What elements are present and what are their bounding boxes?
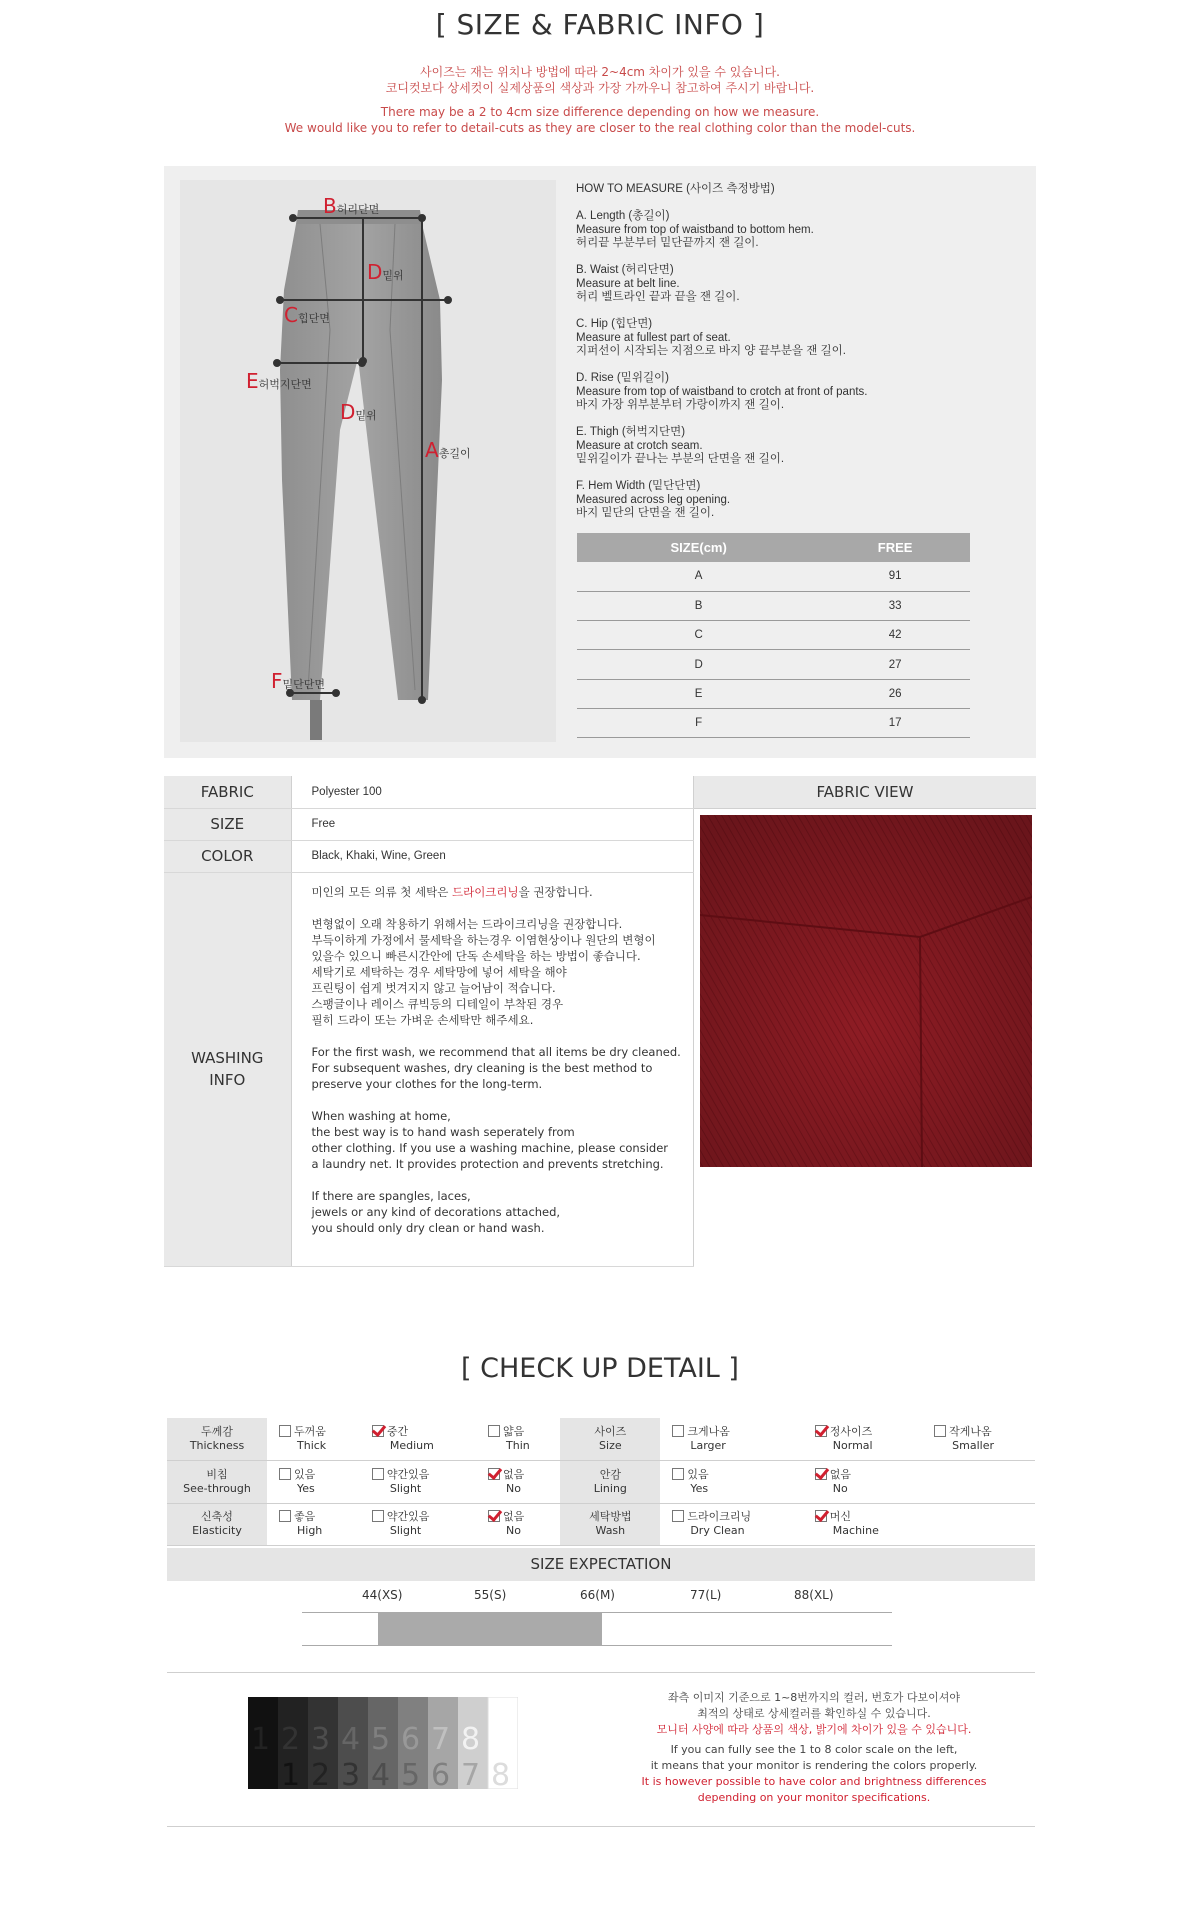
- washing-label: [164, 872, 291, 1266]
- option-ko: 약간있음: [386, 1467, 430, 1481]
- size-label: 44(XS): [362, 1588, 403, 1602]
- item-head: C. Hip (힙단면): [576, 318, 653, 330]
- item-en: Measure at belt line.: [576, 277, 680, 290]
- option-en: Slight: [389, 1524, 422, 1538]
- option-slight[interactable]: [360, 1461, 476, 1504]
- checkup-category: [560, 1461, 660, 1504]
- svg-text:3: 3: [311, 1722, 331, 1757]
- fabric-value: Polyester 100: [291, 776, 694, 808]
- checkup-category: [560, 1418, 660, 1461]
- option-en: Dry Clean: [690, 1524, 745, 1538]
- table-row: [164, 840, 694, 872]
- fabric-view-header: FABRIC VIEW: [694, 776, 1036, 809]
- size-key: D: [577, 650, 820, 679]
- table-row: [164, 776, 694, 808]
- checkup-row: [167, 1418, 1035, 1461]
- size-label: 88(XL): [794, 1588, 834, 1602]
- label-letter: B: [323, 194, 337, 218]
- size-range-bar: [378, 1612, 602, 1645]
- item-en: Measure from top of waistband to crotch at front of pants.: [576, 385, 868, 398]
- size-key: E: [577, 679, 820, 708]
- wash-en-line: For the first wash, we recommend that all items be dry cleaned.: [311, 1044, 681, 1059]
- checkup-category: [167, 1418, 267, 1461]
- category-ko: 비침: [206, 1467, 228, 1481]
- svg-text:5: 5: [401, 1758, 421, 1789]
- label-e: [246, 369, 312, 393]
- label-a: [425, 438, 471, 462]
- category-en: Elasticity: [192, 1524, 242, 1538]
- svg-text:7: 7: [461, 1758, 481, 1789]
- checkbox-unchecked[interactable]: [488, 1425, 500, 1437]
- option-high[interactable]: [267, 1503, 360, 1546]
- label-letter: D: [340, 400, 356, 424]
- fabric-label: FABRIC: [164, 776, 291, 808]
- option-en: Yes: [297, 1481, 315, 1495]
- wash-en-line: jewels or any kind of decorations attached,: [311, 1204, 561, 1219]
- label-letter: A: [425, 438, 439, 462]
- checkup-table: [167, 1418, 1035, 1546]
- svg-text:1: 1: [251, 1722, 271, 1757]
- option-ko: 크게나옴: [687, 1425, 730, 1438]
- option-no[interactable]: [476, 1503, 560, 1546]
- label-text: 힙단면: [297, 312, 330, 325]
- svg-text:5: 5: [371, 1722, 391, 1757]
- wash-en-line: When washing at home,: [311, 1108, 451, 1123]
- option-en: No: [506, 1481, 521, 1495]
- option-en: No: [506, 1524, 521, 1538]
- option-thin[interactable]: [476, 1418, 560, 1461]
- wash-en-line: the best way is to hand wash seperately from: [311, 1124, 575, 1139]
- table-row: [577, 679, 970, 708]
- checkbox-checked[interactable]: [488, 1468, 500, 1480]
- table-row: [577, 708, 970, 737]
- svg-text:2: 2: [311, 1758, 331, 1789]
- size-key: A: [577, 562, 820, 591]
- checkbox-checked[interactable]: [815, 1425, 827, 1437]
- wash-ko-line: 스팽글이나 레이스 큐빅등의 디테일이 부착된 경우: [311, 996, 564, 1011]
- option-thick[interactable]: [267, 1418, 360, 1461]
- checkbox-unchecked[interactable]: [372, 1510, 384, 1522]
- item-head: A. Length (총길이): [576, 210, 670, 222]
- wash-en-line: you should only dry clean or hand wash.: [311, 1220, 545, 1235]
- item-en: Measure from top of waistband to bottom hem.: [576, 223, 814, 236]
- table-row: [577, 591, 970, 620]
- label-letter: D: [367, 260, 383, 284]
- wash-en-line: a laundry net. It provides protection and prevents stretching.: [311, 1156, 664, 1171]
- page-title: [ SIZE & FABRIC INFO ]: [435, 8, 765, 41]
- size-header: FREE: [820, 533, 970, 562]
- option-yes[interactable]: [267, 1461, 360, 1504]
- divider: [167, 1672, 1035, 1673]
- wash-en-line: If there are spangles, laces,: [311, 1188, 471, 1203]
- wash-intro: [312, 884, 694, 900]
- item-head: F. Hem Width (밑단단면): [576, 480, 701, 492]
- size-value: Free: [291, 808, 694, 840]
- svg-text:6: 6: [431, 1758, 451, 1789]
- table-row: [577, 562, 970, 591]
- note-line-red: depending on your monitor specifications.: [697, 1791, 931, 1804]
- option-ko: 드라이크리닝: [687, 1510, 752, 1524]
- option-ko: 작게나옴: [949, 1425, 992, 1438]
- size-value: 91: [820, 562, 970, 591]
- option-ko: 두꺼움: [294, 1425, 326, 1438]
- fabric-swatch: [700, 815, 1032, 1167]
- category-en: Thickness: [189, 1439, 245, 1452]
- size-header: SIZE(cm): [577, 533, 820, 562]
- label-letter: C: [284, 303, 298, 327]
- checkup-title: [ CHECK UP DETAIL ]: [461, 1353, 739, 1384]
- option-lining-no[interactable]: [803, 1461, 922, 1504]
- size-label: SIZE: [164, 808, 291, 840]
- color-scale-note: [596, 1690, 1032, 1806]
- item-en: Measured across leg opening.: [576, 493, 731, 506]
- how-to-item: [576, 318, 976, 359]
- checkbox-unchecked[interactable]: [672, 1510, 684, 1522]
- notice-en-line: We would like you to refer to detail-cuts as they are closer to the real clothing color than the model-cuts.: [284, 121, 916, 135]
- option-en: No: [832, 1481, 848, 1495]
- note-line: 좌측 이미지 기준으로 1~8번까지의 컬러, 번호가 다보이셔야: [667, 1691, 961, 1704]
- category-en: Lining: [593, 1481, 627, 1495]
- how-to-measure: [576, 183, 976, 534]
- divider: [167, 1826, 1035, 1827]
- option-en: Medium: [389, 1439, 434, 1452]
- svg-text:4: 4: [371, 1758, 391, 1789]
- size-key: F: [577, 708, 820, 737]
- option-slight[interactable]: [360, 1503, 476, 1546]
- empty-cell: [922, 1503, 1035, 1546]
- size-value: 33: [820, 591, 970, 620]
- label-text: 밑위: [355, 409, 377, 422]
- checkbox-unchecked[interactable]: [672, 1425, 684, 1437]
- svg-text:7: 7: [431, 1722, 451, 1757]
- checkbox-unchecked[interactable]: [672, 1468, 684, 1480]
- washing-text: [291, 872, 694, 1266]
- how-to-item: [576, 210, 976, 251]
- svg-text:8: 8: [491, 1758, 511, 1789]
- size-expectation-header: SIZE EXPECTATION: [167, 1548, 1035, 1581]
- size-label: 66(M): [580, 1588, 615, 1602]
- label-text: 밑단단면: [282, 678, 326, 691]
- label-text: 허벅지단면: [258, 378, 312, 391]
- category-en: Wash: [595, 1524, 626, 1538]
- category-ko: 사이즈: [594, 1425, 627, 1438]
- note-line: 최적의 상태로 상세컬러를 확인하실 수 있습니다.: [697, 1707, 931, 1720]
- category-en: Size: [599, 1439, 622, 1452]
- option-en: Machine: [832, 1524, 879, 1538]
- label-d-lower: [340, 400, 377, 424]
- checkup-row: [167, 1503, 1035, 1546]
- option-en: Thick: [297, 1439, 327, 1452]
- option-dry-clean[interactable]: [660, 1503, 802, 1546]
- option-normal[interactable]: [803, 1418, 922, 1461]
- option-en: Yes: [690, 1481, 709, 1495]
- notice-english: [0, 104, 1200, 136]
- item-head: D. Rise (밑위길이): [576, 372, 669, 384]
- checkbox-unchecked[interactable]: [279, 1468, 291, 1480]
- notice-korean: [0, 64, 1200, 96]
- wash-ko-line: 필히 드라이 또는 가벼운 손세탁만 해주세요.: [311, 1012, 534, 1027]
- option-en: Smaller: [952, 1439, 995, 1452]
- category-ko: 세탁방법: [589, 1510, 632, 1524]
- item-head: B. Waist (허리단면): [576, 264, 674, 276]
- wash-en-line: preserve your clothes for the long-term.: [311, 1076, 543, 1091]
- grayscale-calibration: [248, 1697, 518, 1789]
- wash-en-line: other clothing. If you use a washing machine, please consider: [311, 1140, 669, 1155]
- option-medium[interactable]: [360, 1418, 476, 1461]
- note-line-red: 모니터 사양에 따라 상품의 색상, 밝기에 차이가 있을 수 있습니다.: [656, 1723, 972, 1736]
- wash-ko-line: 세탁기로 세탁하는 경우 세탁망에 넣어 세탁을 해야: [311, 964, 567, 979]
- wash-ko-line: 프린팅이 쉽게 벗겨지지 않고 늘어남이 적습니다.: [311, 980, 556, 995]
- size-key: B: [577, 591, 820, 620]
- checkbox-checked[interactable]: [488, 1510, 500, 1522]
- option-ko: 없음: [503, 1510, 525, 1524]
- checkup-category: [560, 1503, 660, 1546]
- option-en: Thin: [506, 1439, 530, 1452]
- item-ko: 허리 벨트라인 끝과 끝을 잰 길이.: [576, 291, 740, 303]
- label-f: [271, 669, 325, 693]
- wash-intro-text: 을 권장합니다.: [518, 884, 593, 899]
- category-ko: 두께감: [201, 1425, 233, 1438]
- option-ko: 중간: [386, 1425, 409, 1438]
- label-letter: E: [246, 369, 259, 393]
- option-en: Larger: [690, 1439, 726, 1452]
- option-ko: 정사이즈: [829, 1425, 873, 1438]
- wash-intro-highlight: 드라이크리닝: [451, 884, 519, 899]
- checkup-row: [167, 1461, 1035, 1504]
- svg-text:3: 3: [341, 1758, 361, 1789]
- option-ko: 얇음: [503, 1425, 525, 1438]
- svg-text:2: 2: [281, 1722, 301, 1757]
- option-ko: 없음: [829, 1467, 852, 1481]
- wash-ko-line: 변형없이 오래 착용하기 위해서는 드라이크리닝을 권장합니다.: [311, 916, 623, 931]
- option-ko: 머신: [829, 1510, 852, 1524]
- size-value: 17: [820, 708, 970, 737]
- label-text: 허리단면: [336, 203, 380, 216]
- option-ko: 있음: [687, 1467, 709, 1481]
- item-ko: 바지 가장 위부분부터 가랑이까지 잰 길이.: [576, 399, 785, 411]
- fabric-table: [164, 776, 694, 1267]
- option-larger[interactable]: [660, 1418, 802, 1461]
- size-value: 42: [820, 621, 970, 650]
- option-en: High: [297, 1524, 323, 1538]
- checkbox-checked[interactable]: [815, 1510, 827, 1522]
- item-ko: 허리끝 부분부터 밑단끝까지 잰 길이.: [576, 237, 759, 249]
- note-line-red: It is however possible to have color and brightness differences: [641, 1775, 987, 1788]
- checkbox-unchecked[interactable]: [934, 1425, 946, 1437]
- label-b: [323, 194, 379, 218]
- option-lining-yes[interactable]: [660, 1461, 802, 1504]
- category-en: See-through: [183, 1481, 251, 1495]
- notice-ko-line: 사이즈는 재는 위치나 방법에 따라 2~4cm 차이가 있을 수 있습니다.: [420, 65, 780, 79]
- size-table: [577, 533, 970, 738]
- label-c: [284, 303, 330, 327]
- label-d-upper: [367, 260, 404, 284]
- checkup-category: [167, 1503, 267, 1546]
- wash-intro-text: 미인의 모든 의류 첫 세탁은: [311, 884, 452, 899]
- option-smaller[interactable]: [922, 1418, 1035, 1461]
- option-ko: 약간있음: [386, 1510, 430, 1524]
- notice-en-line: There may be a 2 to 4cm size difference depending on how we measure.: [380, 105, 820, 119]
- color-scale-image: [248, 1697, 518, 1789]
- option-en: Slight: [389, 1481, 422, 1495]
- option-ko: 좋음: [294, 1510, 316, 1524]
- svg-text:8: 8: [461, 1722, 481, 1757]
- size-key: C: [577, 621, 820, 650]
- table-row: [164, 808, 694, 840]
- size-label: 55(S): [474, 1588, 507, 1602]
- size-value: 26: [820, 679, 970, 708]
- item-en: Measure at crotch seam.: [576, 439, 703, 452]
- item-ko: 바지 밑단의 단면을 잰 길이.: [576, 507, 715, 519]
- option-ko: 없음: [503, 1467, 525, 1481]
- category-ko: 안감: [599, 1467, 621, 1481]
- checkbox-unchecked[interactable]: [279, 1425, 291, 1437]
- label-letter: F: [271, 669, 283, 693]
- option-machine[interactable]: [803, 1503, 922, 1546]
- option-en: Normal: [832, 1439, 873, 1452]
- notice-ko-line: 코디컷보다 상세컷이 실제상품의 색상과 가장 가까우니 참고하여 주시기 바랍니다.: [385, 81, 815, 95]
- note-line: it means that your monitor is rendering the colors properly.: [650, 1759, 978, 1772]
- size-value: 27: [820, 650, 970, 679]
- svg-text:4: 4: [341, 1722, 361, 1757]
- checkup-category: [167, 1461, 267, 1504]
- checkbox-checked[interactable]: [815, 1468, 827, 1480]
- size-label: 77(L): [690, 1588, 722, 1602]
- item-en: Measure at fullest part of seat.: [576, 331, 731, 344]
- checkbox-unchecked[interactable]: [279, 1510, 291, 1522]
- washing-label-line: INFO: [209, 1071, 246, 1089]
- fabric-view-image: [700, 815, 1032, 1167]
- how-to-item: [576, 480, 976, 521]
- empty-cell: [922, 1461, 1035, 1504]
- checkbox-unchecked[interactable]: [372, 1468, 384, 1480]
- color-label: COLOR: [164, 840, 291, 872]
- checkbox-checked[interactable]: [372, 1425, 384, 1437]
- note-line: If you can fully see the 1 to 8 color scale on the left,: [670, 1743, 958, 1756]
- label-text: 밑위: [382, 269, 404, 282]
- table-row: [577, 621, 970, 650]
- how-to-item: [576, 264, 976, 305]
- washing-label-line: WASHING: [191, 1049, 264, 1067]
- category-ko: 신축성: [201, 1510, 233, 1524]
- item-head: E. Thigh (허벅지단면): [576, 426, 686, 438]
- item-ko: 지퍼선이 시작되는 지점으로 바지 양 끝부분을 잰 길이.: [576, 345, 846, 357]
- size-table-header: [577, 533, 970, 562]
- option-no[interactable]: [476, 1461, 560, 1504]
- label-text: 총길이: [438, 447, 471, 460]
- wash-ko-line: 있을수 있으니 빠른시간안에 단독 손세탁을 하는 방법이 좋습니다.: [311, 948, 641, 963]
- svg-text:1: 1: [281, 1758, 301, 1789]
- wash-ko-line: 부득이하게 가정에서 물세탁을 하는경우 이염현상이나 원단의 변형이: [311, 932, 656, 947]
- how-to-item: [576, 426, 976, 467]
- wash-en-line: For subsequent washes, dry cleaning is the best method to: [311, 1060, 653, 1075]
- table-row: [164, 872, 694, 1266]
- how-to-item: [576, 372, 976, 413]
- color-value: Black, Khaki, Wine, Green: [291, 840, 694, 872]
- svg-text:6: 6: [401, 1722, 421, 1757]
- option-ko: 있음: [294, 1467, 316, 1481]
- table-row: [577, 650, 970, 679]
- size-scale-line: [302, 1645, 892, 1646]
- how-to-title: HOW TO MEASURE (사이즈 측정방법): [576, 183, 775, 195]
- item-ko: 밑위길이가 끝나는 부분의 단면을 잰 길이.: [576, 453, 785, 465]
